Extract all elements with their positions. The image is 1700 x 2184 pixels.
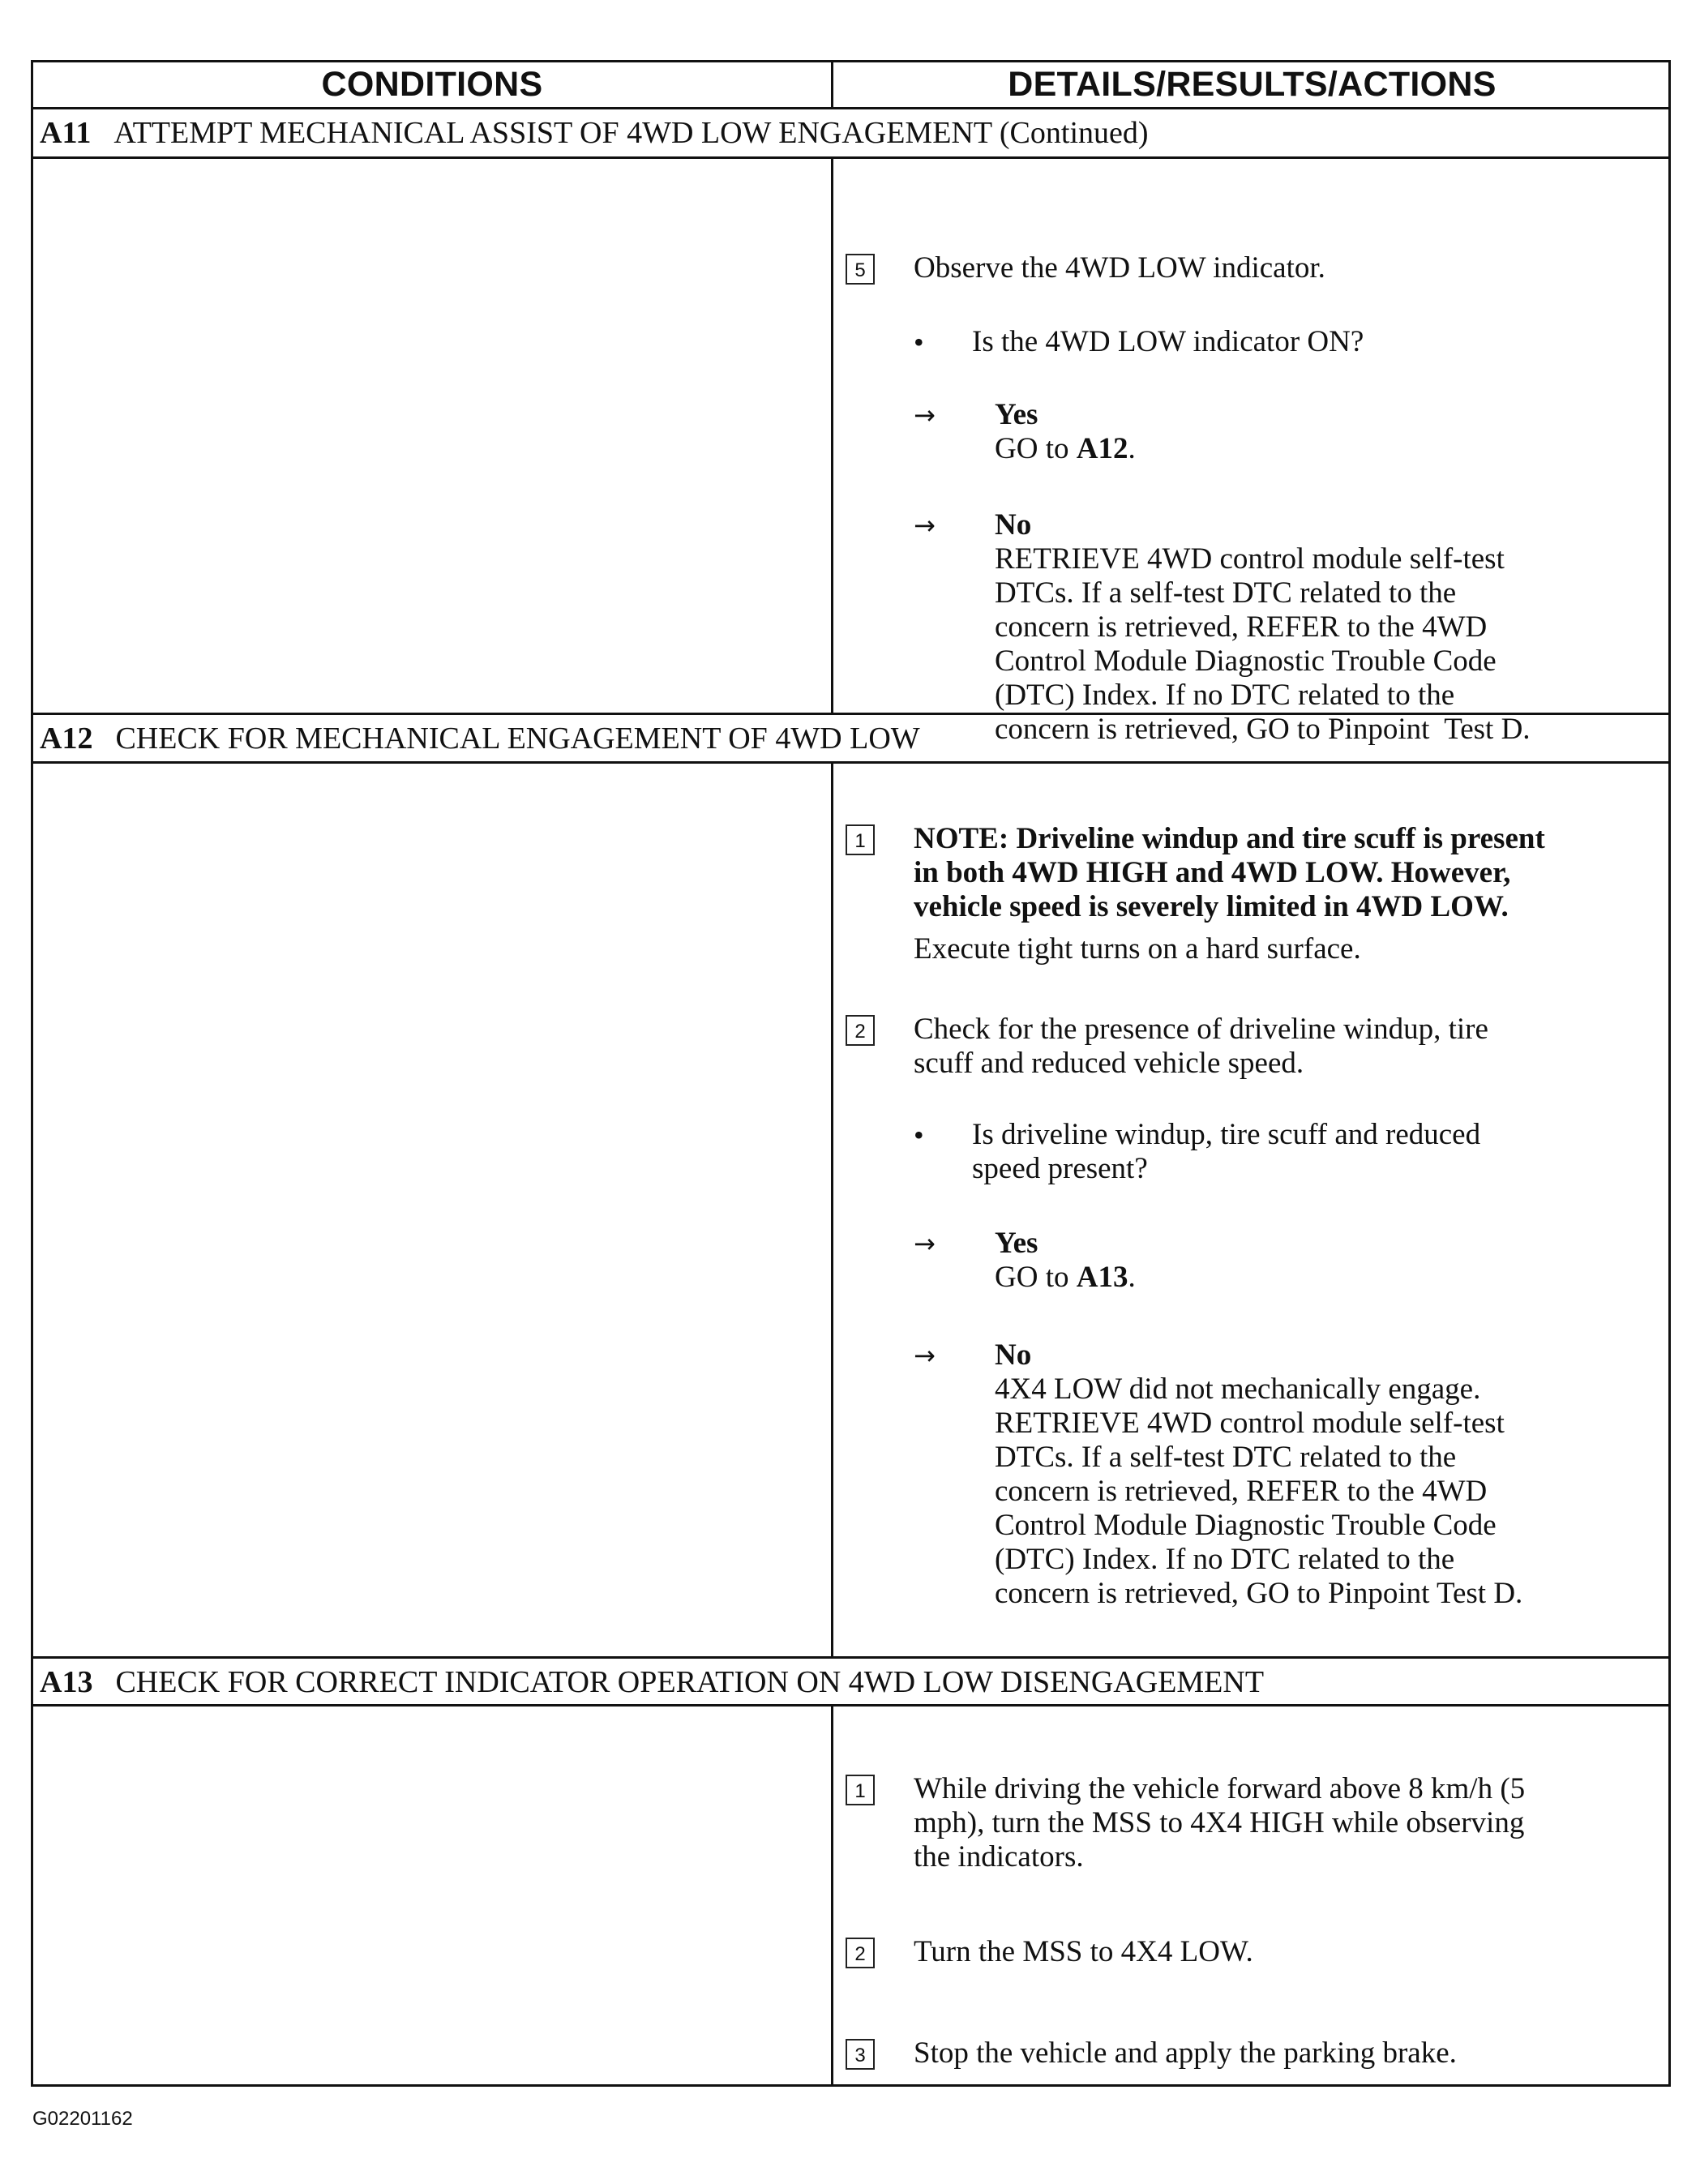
step-text: Observe the 4WD LOW indicator. [914,251,1325,285]
step-action: Execute tight turns on a hard surface. [914,932,1361,966]
step-number-box: 3 [846,2039,875,2070]
a11-number: A11 [40,116,92,150]
a13-title-text: CHECK FOR CORRECT INDICATOR OPERATION ON 4WD LOW DISENGAGEMENT [115,1665,1265,1699]
a11-step-5 [844,251,1663,285]
a13-step-1 [844,1772,1663,1874]
a13-details [844,1704,1671,2085]
a13-step-2 [844,1935,1663,1969]
a11-question [914,325,1643,359]
step-line: mph), turn the MSS to 4X4 HIGH while observing [914,1806,1525,1839]
question-line: Is driveline windup, tire scuff and reduced [972,1118,1481,1151]
arrow-right-icon: → [914,510,936,541]
step-text: Turn the MSS to 4X4 LOW. [914,1935,1253,1968]
result-line: RETRIEVE 4WD control module self-test [995,542,1505,576]
result-line: concern is retrieved, GO to Pinpoint Test D. [995,1577,1523,1610]
question-line: speed present? [972,1152,1148,1185]
a12-number: A12 [40,722,93,756]
a12-title [40,715,920,762]
result-label: Yes [995,1227,1038,1260]
a12-result-yes [914,1227,1659,1295]
bullet-icon: • [914,326,924,358]
result-line: (DTC) Index. If no DTC related to the [995,1543,1455,1576]
a13-step-3 [844,2036,1663,2071]
step-line: scuff and reduced vehicle speed. [914,1047,1304,1080]
question-text: Is the 4WD LOW indicator ON? [972,325,1364,358]
header-conditions: CONDITIONS [321,65,543,104]
a11-title-text: ATTEMPT MECHANICAL ASSIST OF 4WD LOW ENGAGEMENT (Continued) [113,116,1149,150]
result-line: concern is retrieved, GO to Pinpoint Test D. [995,713,1531,746]
a11-result-yes [914,398,1659,466]
note-label: NOTE: [914,822,1009,855]
a11-title [40,109,1149,156]
note-line: vehicle speed is severely limited in 4WD LOW. [914,890,1509,923]
a13-number: A13 [40,1665,93,1699]
result-label: Yes [995,398,1038,431]
step-number-box: 1 [846,1775,875,1805]
diagnostic-table [31,60,1671,2087]
result-action: GO to A13. [995,1261,1136,1294]
result-line: 4X4 LOW did not mechanically engage. [995,1372,1481,1406]
header-details: DETAILS/RESULTS/ACTIONS [1008,65,1497,104]
a11-details [844,156,1671,746]
a11-result-no [914,508,1659,747]
step-line: Check for the presence of driveline windup, tire [914,1013,1488,1046]
a13-title [40,1659,1264,1706]
step-number-box: 2 [846,1938,875,1968]
bullet-icon: • [914,1119,924,1151]
step-number-box: 5 [846,254,875,285]
arrow-right-icon: → [914,1228,936,1259]
column-divider [831,62,833,109]
note-line: in both 4WD HIGH and 4WD LOW. However, [914,856,1511,889]
a12-title-text: CHECK FOR MECHANICAL ENGAGEMENT OF 4WD LOW [115,722,920,756]
step-line: the indicators. [914,1840,1084,1874]
result-line: Control Module Diagnostic Trouble Code [995,1509,1497,1542]
figure-id: G02201162 [32,2108,133,2130]
result-label: No [995,508,1032,542]
arrow-right-icon: → [914,1340,936,1371]
step-link-a12: A12 [1076,432,1128,465]
column-divider [831,1704,833,2087]
a12-details [844,761,1671,1656]
a12-question [914,1118,1643,1186]
arrow-right-icon: → [914,400,936,430]
step-number-box: 1 [846,824,875,855]
result-label: No [995,1338,1032,1372]
column-divider [831,761,833,1659]
result-line: concern is retrieved, REFER to the 4WD [995,610,1488,644]
result-line: (DTC) Index. If no DTC related to the [995,679,1455,712]
a12-result-no [914,1338,1659,1611]
column-divider [831,156,833,715]
step-note: NOTE: Driveline windup and tire scuff is present in both 4WD HIGH and 4WD LOW. However, vehicle speed is severely limited in 4WD LOW. [914,822,1663,924]
step-text: Stop the vehicle and apply the parking brake. [914,2036,1457,2070]
step-link-a13: A13 [1076,1261,1128,1294]
result-action: GO to A12. [995,432,1136,465]
result-line: concern is retrieved, REFER to the 4WD [995,1475,1488,1508]
result-line: RETRIEVE 4WD control module self-test [995,1407,1505,1440]
result-line: Control Module Diagnostic Trouble Code [995,644,1497,678]
result-line: DTCs. If a self-test DTC related to the [995,1441,1457,1474]
a12-step-1 [844,822,1663,966]
step-number-box: 2 [846,1015,875,1046]
result-line: DTCs. If a self-test DTC related to the [995,576,1457,610]
step-line: While driving the vehicle forward above 8 km/h (5 [914,1772,1526,1805]
a12-step-2 [844,1013,1663,1081]
